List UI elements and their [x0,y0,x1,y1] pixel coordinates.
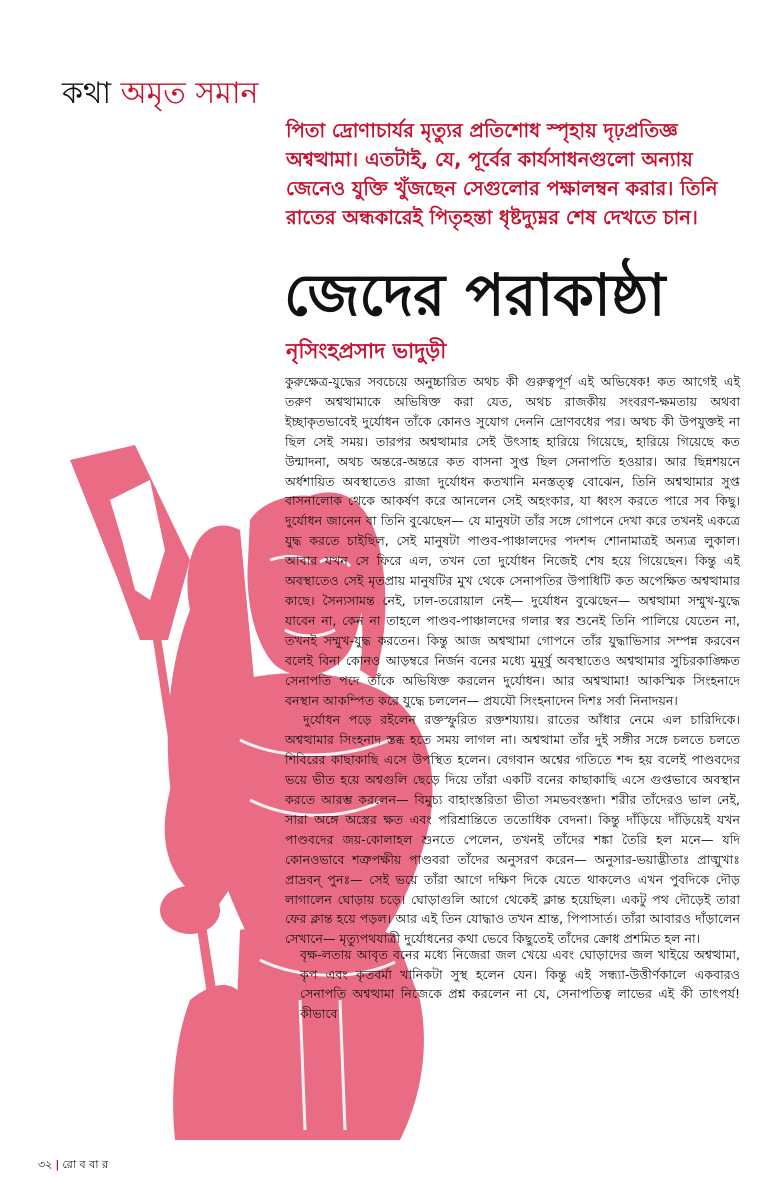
body-paragraph-3: বৃক্ষ-লতায় আবৃত বনের মধ্যে নিজেরা জল খেয়ে এবং ঘোড়াদের জল খাইয়ে অশ্বত্থামা, কৃপ এবং কৃতবর্মা খানিকটা সুস্থ হলেন যেন। কিন্তু এই সন্ধ্যা-উত্তীর্ণকালে একবারও সেনাপতি অশ্বত্থামা নিজেকে প্রশ্ন করলেন না যে, সেনাপতিত্ব লাভের এই কী তাৎপর্য! কীভাবে [300,946,740,1022]
body-paragraph-1: কুরুক্ষেত্র-যুদ্ধের সবচেয়ে অনুচ্চারিত অথচ কী গুরুত্বপূর্ণ এই অভিষেক! কত আগেই এই তরুণ অশ্বত্থামাকে অভিষিক্ত করা যেত, অথচ রাজকীয় সংবরণ-ক্ষমতায় অথবা ইচ্ছাকৃতভাবেই দুর্যোধন তাঁকে কোনও সুযোগ দেননি দ্রোণবধের পর। অথচ কী উপযুক্তই না ছিল সেই সময়। তারপর অশ্বত্থামার সেই উৎসাহ হারিয়ে গিয়েছে, হারিয়ে গিয়েছে কত উন্মাদনা, অথচ অন্তরে-অন্তরে কত বাসনা সুপ্ত ছিল সেনাপতি হওয়ার। আর ছিন্নশয়নে অর্ধশায়িত অবস্থাতেও রাজা দুর্যোধন কতখানি মনস্তত্ত্ব বোঝেন, তিনি অশ্বত্থামার সুপ্ত বাসনালোক থেকে আকর্ষণ করে আনলেন সেই অহংকার, যা ধ্বংস করতে পারে সব কিছু। দুর্যোধন জানেন বা তিনি বুঝেছেন— যে মানুষটা তাঁর সঙ্গে গোপনে দেখা করে তখনই একত্রে যুদ্ধ করতে চাইছিল, সেই মানুষটা পাণ্ডব-পাঞ্চালদের পদশব্দ শোনামাত্রই অন্যত্র লুকাল। আবার যখন সে ফিরে এল, তখন তো দুর্যোধন নিজেই শেষ হয়ে গিয়েছেন। কিন্তু এই অবস্থাতেও সেই মৃতপ্রায় মানুষটির মুখ থেকে সেনাপতির উপাধিটি কত অপেক্ষিত অশ্বত্থামার কাছে। সৈন্যসামন্ত নেই, ঢাল-তরোয়াল নেই— দুর্যোধন বুঝেছেন— অশ্বত্থামা সম্মুখ-যুদ্ধে যাবেন না, কেন না তাহলে পাণ্ডব-পাঞ্চালদের গলার স্বর শুনেই তিনি পালিয়ে যেতেন না, তখনই সম্মুখ-যুদ্ধ করতেন। কিন্তু আজ অশ্বত্থামা গোপনে তাঁর যুদ্ধাভিসার সম্পন্ন করবেন বলেই বিনা কোনও আড়ম্বরে নির্জন বনের মধ্যে মুমূর্ষু অবস্থাতেও অশ্বত্থামার সুচিরকাঙ্ক্ষিত সেনাপতি পদে তাঁকে অভিষিক্ত করলেন দুর্যোধন। আর অশ্বত্থামা! আকস্মিক সিংহনাদে বনস্থান আকম্পিত করে যুদ্ধে চললেন— প্রযযৌ সিংহনাদেন দিশঃ সর্বা নিনাদয়ন। [285,374,740,708]
page-number: ৩২ [38,1158,53,1171]
deck-text: পিতা দ্রোণাচার্যর মৃত্যুর প্রতিশোধ স্পৃহায় দৃঢ়প্রতিজ্ঞ অশ্বত্থামা। এতটাই, যে, পূর্বের কার্যসাধনগুলো অন্যায় জেনেও যুক্তি খুঁজছেন সেগুলোর পক্ষালম্বন করার। তিনি রাতের অন্ধকারেই পিতৃহন্তা ধৃষ্টদ্যুম্নর শেষ দেখতে চান। [286,119,718,229]
folio-divider: | [55,1158,60,1171]
magazine-name: রো ব বা র [62,1158,109,1171]
article-body [285,372,740,947]
section-label [62,76,258,112]
page-folio [38,1156,108,1175]
section-label-main: কথা [62,76,112,111]
section-label-accent: অমৃত সমান [120,76,259,111]
article-body-continued [300,932,740,1152]
author-byline: নৃসিংহপ্রসাদ ভাদুড়ী [286,339,447,363]
body-paragraph-2: দুর্যোধন পড়ে রইলেন রক্তস্ফুরিত রক্তশয্যায়। রাতের আঁধার নেমে এল চারিদিকে। অশ্বত্থামার সিংহনাদ স্তব্ধ হতে সময় লাগল না। অশ্বত্থামা তাঁর দুই সঙ্গীর সঙ্গে চলতে চলতে শিবিরের কাছাকাছি এসে উপস্থিত হলেন। বেগবান অশ্বের গতিতে শব্দ হয় বলেই পাণ্ডবদের ভয়ে ভীত হয়ে অশ্বগুলি ছেড়ে দিয়ে তাঁরা একটি বনের কাছাকাছি এসে গুপ্তভাবে অবস্থান করতে আরম্ভ করলেন— বিমুচ্য বাহাংস্তরিতা ভীতা সমভবংস্তদা। শরীর তাঁদেরও ভাল নেই, সারা অঙ্গে অস্ত্রের ক্ষত এবং পরিশ্রান্তিতে ততোধিক বেদনা। কিন্তু দাঁড়িয়ে দাঁড়িয়েই যখন পাণ্ডবদের জয়-কোলাহল শুনতে পেলেন, তখনই তাঁদের শঙ্কা তৈরি হল মনে— যদি কোনওভাবে শত্রুপক্ষীয় পাণ্ডবরা তাঁদের অনুসরণ করেন— অনুসার-ভয়াদ্ভীতাঃ প্রাঙ্মুখাঃ প্রাদ্রবন্ পুনঃ— সেই ভয়ে তাঁরা আগে দক্ষিণ দিকে যেতে থাকলেও এখন পুবদিকে দৌড় লাগালেন ঘোড়ায় চড়ে। ঘোড়াগুলি আগে থেকেই ক্লান্ত হয়েছিল। একটু পথ দৌড়েই তারা ফের ক্লান্ত হয়ে পড়ল। আর এই তিন যোদ্ধাও তখন শ্রান্ত, পিপাসার্ত। তাঁরা আবারও দাঁড়ালেন সেখানে— মৃত্যুপথযাত্রী দুর্যোধনের কথা ভেবে কিছুতেই তাঁদের ক্রোধ প্রশমিত হল না। [285,712,740,947]
headline: জেদের পরাকাষ্ঠা [284,261,666,329]
